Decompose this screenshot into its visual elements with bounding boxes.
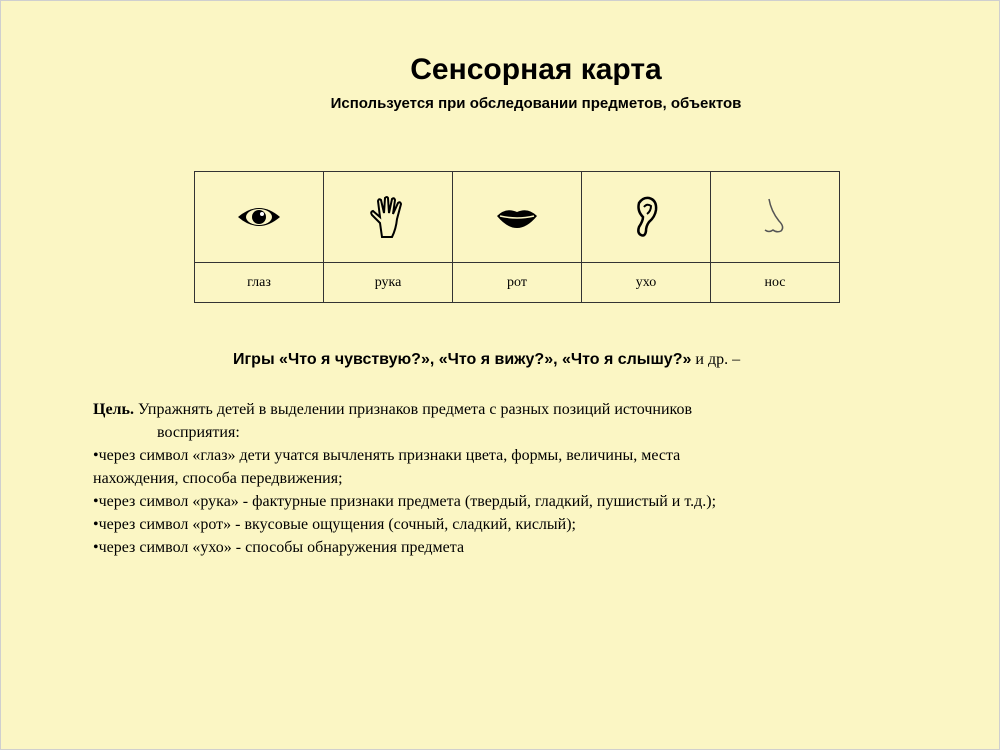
- label-hand: рука: [324, 263, 453, 303]
- bullet-hand: •через символ «рука» - фактурные признаки предмета (твердый, гладкий, пушистый и т.д.);: [93, 493, 717, 510]
- games-tail: и др. –: [691, 351, 741, 368]
- goal-second-line: восприятия:: [157, 424, 240, 441]
- label-ear: ухо: [582, 263, 711, 303]
- label-mouth: рот: [453, 263, 582, 303]
- goal-heading: Цель.: [93, 401, 134, 418]
- labels-row: [195, 263, 840, 303]
- bullet-ear: •через символ «ухо» - способы обнаружения предмета: [93, 539, 465, 556]
- goal-text: Упражнять детей в выделении признаков предмета с разных позиций источников: [133, 401, 693, 418]
- nose-icon: [712, 197, 838, 237]
- icons-row: [195, 172, 840, 263]
- goal-first-line: [93, 398, 853, 421]
- page-subtitle: Используется при обследовании предметов, объектов: [330, 95, 742, 112]
- label-eye: глаз: [195, 263, 324, 303]
- label-nose: нос: [711, 263, 840, 303]
- page-title: Сенсорная карта: [410, 53, 662, 86]
- mouth-icon: [454, 204, 580, 230]
- eye-icon: [196, 203, 322, 231]
- bullet-eye: •через символ «глаз» дети учатся вычленять признаки цвета, формы, величины, места: [93, 447, 681, 464]
- goal-section: [93, 398, 853, 559]
- games-titles: Игры «Что я чувствую?», «Что я вижу?», «Что я слышу?»: [233, 351, 692, 368]
- games-line: [233, 351, 740, 369]
- hand-cell: [324, 172, 453, 263]
- mouth-cell: [453, 172, 582, 263]
- hand-icon: [325, 195, 451, 239]
- sensory-map-table: [194, 171, 840, 303]
- eye-cell: [195, 172, 324, 263]
- bullet-mouth: •через символ «рот» - вкусовые ощущения (сочный, сладкий, кислый);: [93, 516, 576, 533]
- nose-cell: [711, 172, 840, 263]
- ear-cell: [582, 172, 711, 263]
- bullet-eye-continued: нахождения, способа передвижения;: [93, 470, 343, 487]
- ear-icon: [583, 195, 709, 239]
